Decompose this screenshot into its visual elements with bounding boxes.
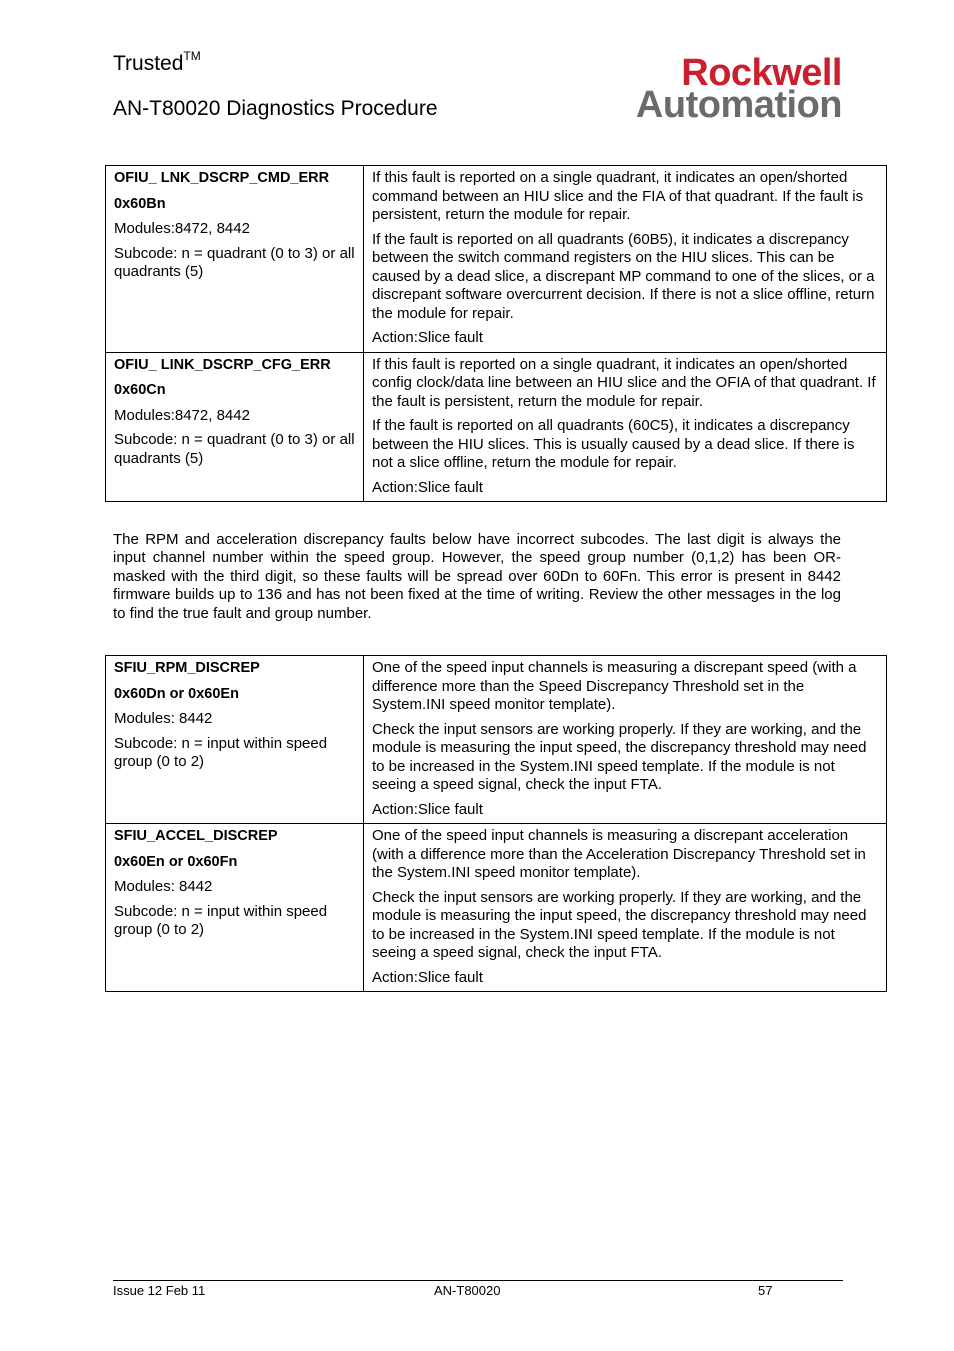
table-row bbox=[106, 166, 887, 353]
footer-issue: Issue 12 Feb 11 bbox=[113, 1283, 206, 1298]
footer-page-number: 57 bbox=[758, 1283, 773, 1298]
fault-subcode: Subcode: n = input within speed group (0 to 2) bbox=[114, 734, 328, 770]
fault-action: Action:Slice fault bbox=[372, 800, 483, 818]
fault-id-cell bbox=[106, 166, 364, 353]
document-title: AN-T80020 Diagnostics Procedure bbox=[113, 97, 438, 120]
fault-subcode: Subcode: n = input within speed group (0 to 2) bbox=[114, 902, 328, 938]
fault-action: Action:Slice fault bbox=[372, 478, 483, 496]
fault-desc-2: If the fault is reported on all quadrants (60B5), it indicates a discrepancy between the switch command registers on the HIU slices. This can be caused by a dead slice, a discrepant MP command to one of the slices, or a discrepant software overcurrent decision. If there is not a slice offline, return the module for repair. bbox=[372, 230, 875, 322]
fault-modules: Modules: 8442 bbox=[114, 710, 213, 727]
brand-name: Trusted bbox=[113, 52, 184, 75]
fault-id-cell bbox=[106, 656, 364, 824]
fault-description-cell bbox=[364, 656, 887, 824]
fault-modules: Modules:8472, 8442 bbox=[114, 406, 250, 424]
fault-id-cell bbox=[106, 824, 364, 992]
fault-name: SFIU_ACCEL_DISCREP bbox=[114, 828, 278, 844]
rockwell-automation-logo bbox=[586, 52, 844, 126]
fault-modules: Modules:8472, 8442 bbox=[114, 220, 250, 237]
fault-name: SFIU_RPM_DISCREP bbox=[114, 660, 260, 676]
fault-desc-1: One of the speed input channels is measuring a discrepant acceleration (with a difference more than the Acceleration Discrepancy Threshold set in the System.INI speed monitor template). bbox=[372, 827, 866, 881]
fault-description-cell bbox=[364, 166, 887, 353]
table-row bbox=[106, 656, 887, 824]
fault-desc-2: Check the input sensors are working properly. If they are working, and the module is measuring the input speed, the discrepancy threshold may need to be increased in the System.INI speed template. If the module is not seeing a speed signal, check the input FTA. bbox=[372, 720, 867, 793]
fault-table-1 bbox=[105, 165, 887, 502]
fault-code: 0x60Dn or 0x60En bbox=[114, 685, 239, 702]
fault-id-cell bbox=[106, 352, 364, 502]
header-brand bbox=[113, 49, 201, 75]
fault-desc-1: If this fault is reported on a single quadrant, it indicates an open/shorted config clock/data line between an HIU slice and the OFIA of that quadrant. If the fault is persistent, return the module for repair. bbox=[372, 355, 876, 410]
fault-modules: Modules: 8442 bbox=[114, 878, 213, 895]
fault-code: 0x60Cn bbox=[114, 382, 166, 398]
table-row bbox=[106, 824, 887, 992]
footer-divider bbox=[113, 1280, 843, 1281]
fault-action: Action:Slice fault bbox=[372, 329, 483, 346]
fault-subcode: Subcode: n = quadrant (0 to 3) or all quadrants (5) bbox=[114, 244, 355, 280]
fault-action: Action:Slice fault bbox=[372, 968, 483, 986]
fault-code: 0x60Bn bbox=[114, 195, 166, 212]
fault-table-2 bbox=[105, 655, 887, 992]
fault-subcode: Subcode: n = quadrant (0 to 3) or all quadrants (5) bbox=[114, 431, 355, 467]
fault-desc-2: If the fault is reported on all quadrants (60C5), it indicates a discrepancy between the HIU slices. This is usually caused by a dead slice. If there is not a slice offline, return the module for repair. bbox=[372, 417, 855, 471]
fault-desc-1: One of the speed input channels is measuring a discrepant speed (with a difference more than the Speed Discrepancy Threshold set in the System.INI speed monitor template). bbox=[372, 659, 857, 713]
body-paragraph: The RPM and acceleration discrepancy faults below have incorrect subcodes. The last digit is always the input channel number within the speed group. However, the speed group number (0,1,2) has been OR-masked with the third digit, so these faults will be spread over 60Dn to 60Fn. This error is present in 8442 firmware builds up to 136 and has not been fixed at the time of writing. Review the other messages in the log to find the true fault and group number. bbox=[113, 531, 841, 622]
logo-line-2: Automation bbox=[635, 84, 842, 126]
fault-code: 0x60En or 0x60Fn bbox=[114, 853, 238, 870]
table-row bbox=[106, 352, 887, 502]
fault-desc-2: Check the input sensors are working properly. If they are working, and the module is measuring the input speed, the discrepancy threshold may need to be increased in the System.INI speed template. If the module is not seeing a speed signal, check the input FTA. bbox=[372, 888, 867, 961]
trademark-sup: TM bbox=[183, 49, 201, 63]
logo-line-1: Rockwell bbox=[681, 52, 842, 94]
fault-name: OFIU_ LNK_DSCRP_CMD_ERR bbox=[114, 170, 330, 186]
fault-description-cell bbox=[364, 824, 887, 992]
footer-doc-id: AN-T80020 bbox=[434, 1283, 501, 1298]
fault-description-cell bbox=[364, 352, 887, 502]
fault-desc-1: If this fault is reported on a single quadrant, it indicates an open/shorted command between an HIU slice and the FIA of that quadrant. If the fault is persistent, return the module for repair. bbox=[372, 169, 864, 223]
fault-name: OFIU_ LINK_DSCRP_CFG_ERR bbox=[114, 356, 331, 373]
